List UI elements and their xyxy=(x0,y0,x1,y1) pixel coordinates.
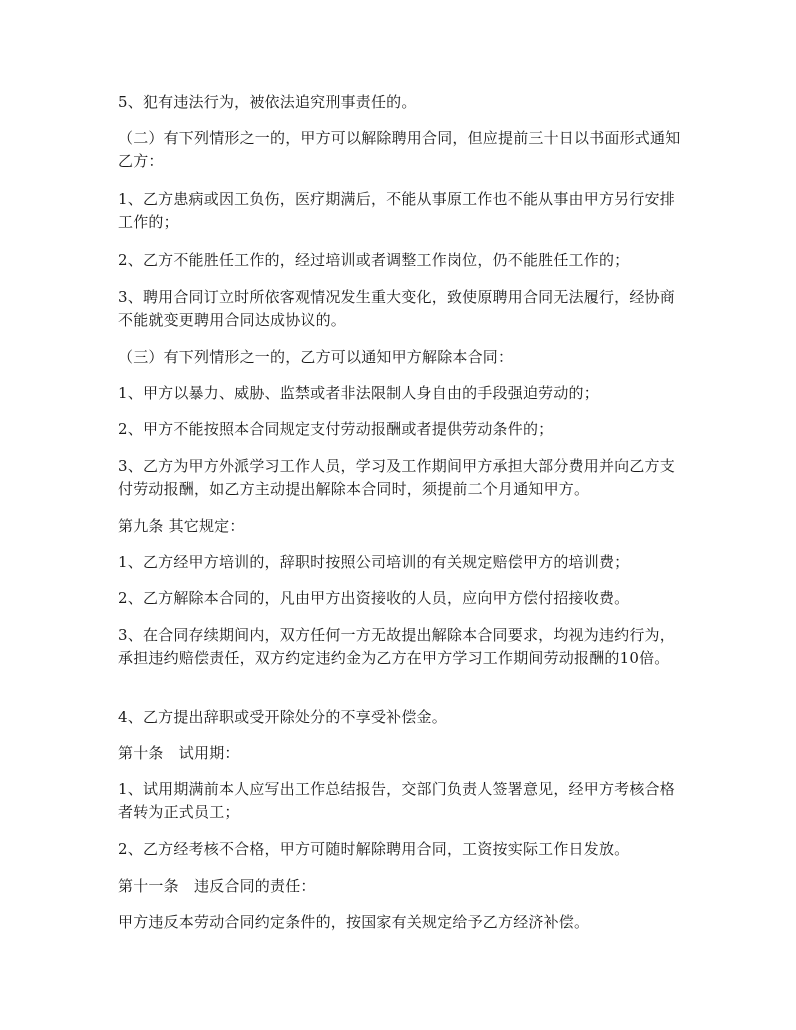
paragraph: 甲方违反本劳动合同约定条件的，按国家有关规定给予乙方经济补偿。 xyxy=(118,913,590,931)
paragraph: 2、甲方不能按照本合同规定支付劳动报酬或者提供劳动条件的； xyxy=(118,420,554,438)
paragraph: 1、甲方以暴力、威胁、监禁或者非法限制人身自由的手段强迫劳动的； xyxy=(118,384,599,402)
paragraph: 2、乙方不能胜任工作的，经过培训或者调整工作岗位，仍不能胜任工作的； xyxy=(118,251,630,269)
section-heading: 第十一条 违反合同的责任： xyxy=(118,877,316,895)
paragraph: 4、乙方提出辞职或受开除处分的不享受补偿金。 xyxy=(118,708,447,726)
paragraph: （三）有下列情形之一的，乙方可以通知甲方解除本合同： xyxy=(118,348,514,366)
paragraph: 1、乙方经甲方培训的，辞职时按照公司培训的有关规定赔偿甲方的培训费； xyxy=(118,553,630,571)
paragraph: 3、聘用合同订立时所依客观情况发生重大变化，致使原聘用合同无法履行，经协商不能就变更聘用合同达成协议的。 xyxy=(118,288,675,329)
paragraph: 5、犯有违法行为，被依法追究刑事责任的。 xyxy=(118,93,417,111)
paragraph: 3、乙方为甲方外派学习工作人员，学习及工作期间甲方承担大部分费用并向乙方支付劳动报酬，如乙方主动提出解除本合同时，须提前二个月通知甲方。 xyxy=(118,457,675,498)
paragraph: （二）有下列情形之一的，甲方可以解除聘用合同，但应提前三十日以书面形式通知乙方： xyxy=(118,129,681,170)
paragraph: 2、乙方解除本合同的，凡由甲方出资接收的人员，应向甲方偿付招接收费。 xyxy=(118,589,630,607)
paragraph: 3、在合同存续期间内，双方任何一方无故提出解除本合同要求，均视为违约行为，承担违约赔偿责任，双方约定违约金为乙方在甲方学习工作期间劳动报酬的10倍。 xyxy=(118,626,675,667)
section-heading: 第九条 其它规定： xyxy=(118,517,245,535)
paragraph: 2、乙方经考核不合格，甲方可随时解除聘用合同，工资按实际工作日发放。 xyxy=(118,840,630,858)
paragraph: 1、乙方患病或因工负伤，医疗期满后，不能从事原工作也不能从事由甲方另行安排工作的； xyxy=(118,190,675,231)
paragraph: 1、试用期满前本人应写出工作总结报告，交部门负责人签署意见，经甲方考核合格者转为正式员工； xyxy=(118,780,675,821)
section-heading: 第十条 试用期： xyxy=(118,744,240,762)
